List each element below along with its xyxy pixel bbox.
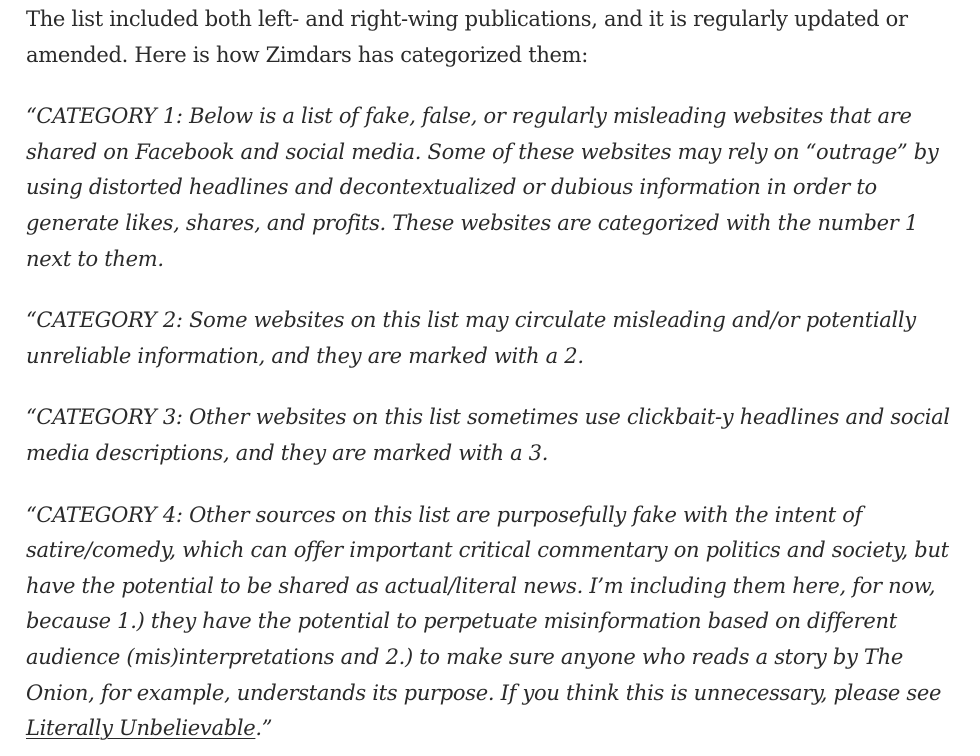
intro-paragraph: The list included both left- and right-wing publications, and it is regularly updated or amended. Here is how Zimdars has categorized them: [26,7,908,67]
literally-unbelievable-link[interactable]: Literally Unbelievable [26,716,256,741]
category-4-closing: .” [255,716,273,741]
category-4-text: “CATEGORY 4: Other sources on this list are purposefully fake with the intent of satire/comedy, which can offer important critical commentary on politics and society, but have the potential to be shared as actual/literal news. I’m including them here, for now, because 1.) they have the potential to perpetuate misinformation based on different audience (mis)interpretations and 2.) to make sure anyone who reads a story by The Onion, for example, understands its purpose. If you think this is unnecessary, please see [26,502,949,705]
category-4-paragraph [26,498,966,747]
category-1-paragraph: “CATEGORY 1: Below is a list of fake, false, or regularly misleading websites that are shared on Facebook and social media. Some of these websites may rely on “outrage” by using distorted headlines and decontextualized or dubious information in order to generate likes, shares, and profits. These websites are categorized with the number 1 next to them. [26,104,939,271]
category-2-paragraph: “CATEGORY 2: Some websites on this list may circulate misleading and/or potentially unreliable information, and they are marked with a 2. [26,308,916,368]
category-3-paragraph: “CATEGORY 3: Other websites on this list sometimes use clickbait-y headlines and social media descriptions, and they are marked with a 3. [26,405,950,465]
article-body [26,2,966,747]
